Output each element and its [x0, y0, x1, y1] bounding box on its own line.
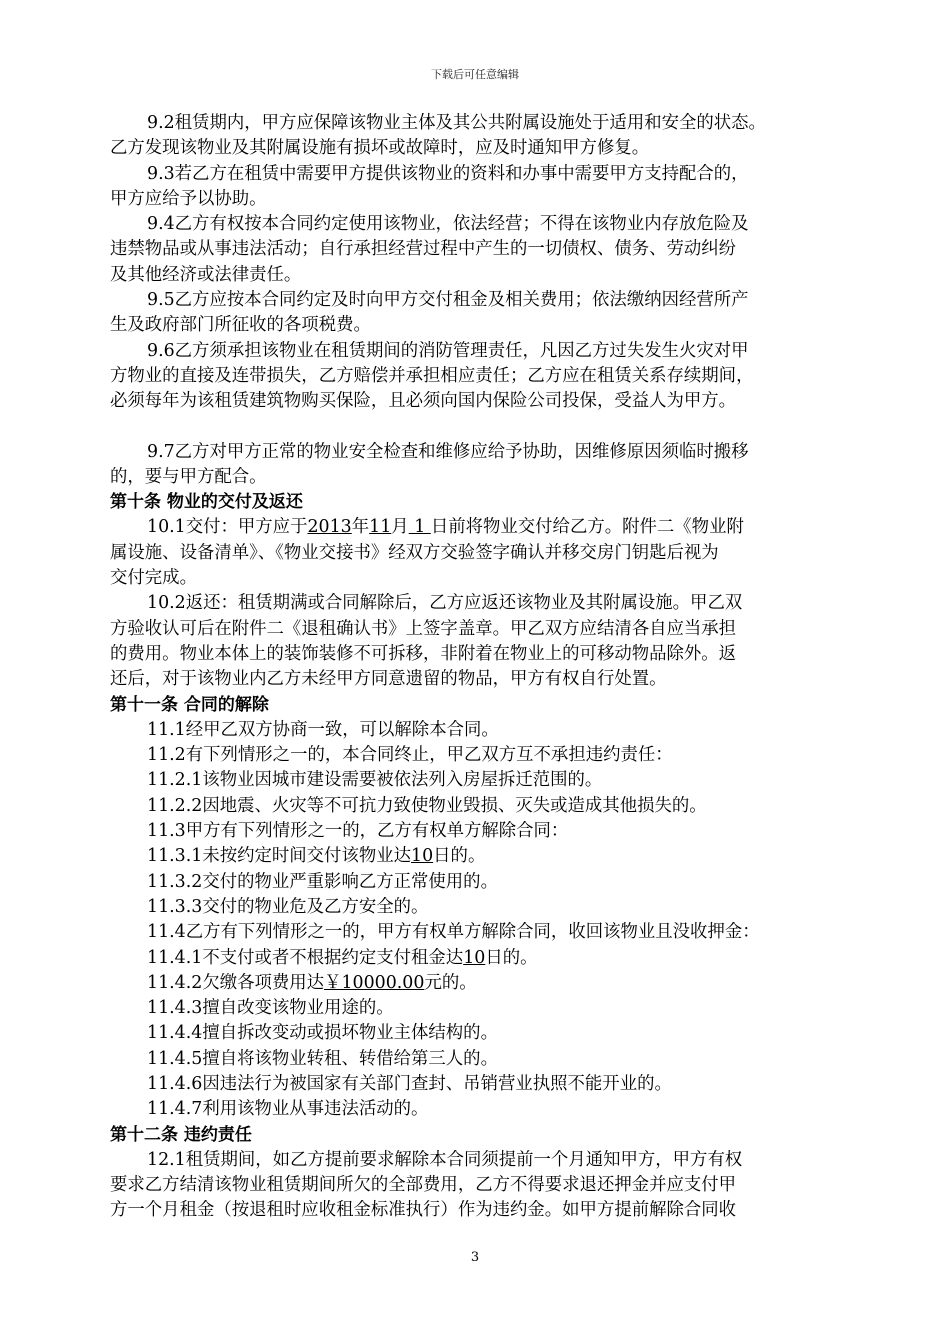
clause-10-2-line: 还后，对于该物业内乙方未经甲方同意遗留的物品，甲方有权自行处置。 — [110, 669, 667, 690]
delay-days: 10 — [411, 846, 434, 867]
clause-11-3-1-text: 11.3.1未按约定时间交付该物业达 — [147, 846, 412, 867]
page-header: 下载后可任意编辑 — [431, 68, 519, 81]
clause-9-5-line: 9.5乙方应按本合同约定及时向甲方交付租金及相关费用；依法缴纳因经营所产 — [147, 290, 749, 311]
clause-11-3-3: 11.3.3交付的物业危及乙方安全的。 — [147, 896, 429, 917]
year-unit: 年 — [351, 517, 370, 538]
month-unit: 月 — [391, 517, 409, 538]
clause-11-2: 11.2有下列情形之一的，本合同终止，甲乙双方互不承担违约责任： — [147, 745, 673, 766]
clause-11-4-4: 11.4.4擅自拆改变动或损坏物业主体结构的。 — [147, 1023, 498, 1044]
clause-11-2-1: 11.2.1该物业因城市建设需要被依法列入房屋拆迁范围的。 — [147, 770, 603, 791]
clause-9-6-line: 9.6乙方须承担该物业在租赁期间的消防管理责任，凡因乙方过失发生火灾对甲 — [147, 340, 749, 361]
delivery-month: 11 — [369, 517, 392, 538]
clause-11-3: 11.3甲方有下列情形之一的，乙方有权单方解除合同： — [147, 821, 569, 842]
clause-11-4-6: 11.4.6因违法行为被国家有关部门查封、吊销营业执照不能开业的。 — [147, 1073, 672, 1094]
clause-10-2-line: 方验收认可后在附件二《退租确认书》上签字盖章。甲乙双方应结清各自应当承担 — [110, 618, 737, 639]
clause-9-4-line: 违禁物品或从事违法活动；自行承担经营过程中产生的一切债权、债务、劳动纠纷 — [110, 239, 737, 260]
clause-9-3-line: 9.3若乙方在租赁中需要甲方提供该物业的资料和办事中需要甲方支持配合的， — [147, 163, 749, 184]
clause-11-4-1-text: 11.4.1不支付或者不根据约定支付租金达 — [147, 947, 464, 968]
section-11-heading: 第十一条 合同的解除 — [110, 694, 269, 715]
delivery-day: 1 — [408, 517, 431, 538]
clause-11-4: 11.4乙方有下列情形之一的，甲方有权单方解除合同，收回该物业且没收押金： — [147, 922, 760, 943]
clause-12-1-line: 方一个月租金（按退租时应收租金标准执行）作为违约金。如甲方提前解除合同收 — [110, 1200, 737, 1221]
paragraph-gap — [110, 415, 855, 440]
clause-11-3-1 — [110, 844, 855, 869]
clause-9-3-line: 甲方应给予以协助。 — [110, 188, 267, 209]
section-10-heading: 第十条 物业的交付及返还 — [110, 492, 303, 513]
clause-9-4-line: 及其他经济或法律责任。 — [110, 264, 302, 285]
clause-9-4-line: 9.4乙方有权按本合同约定使用该物业，依法经营；不得在该物业内存放危险及 — [147, 214, 749, 235]
clause-10-1-text: 日前将物业交付给乙方。附件二《物业附 — [430, 517, 744, 538]
clause-11-1: 11.1经甲乙双方协商一致，可以解除本合同。 — [147, 719, 499, 740]
clause-9-6-line: 方物业的直接及连带损失，乙方赔偿并承担相应责任；乙方应在租赁关系存续期间， — [110, 365, 754, 386]
clause-11-4-2-text: 11.4.2欠缴各项费用达 — [147, 972, 325, 993]
clause-12-1-line: 要求乙方结清该物业租赁期间所欠的全部费用，乙方不得要求退还押金并应支付甲 — [110, 1175, 737, 1196]
clause-12-1-line: 12.1租赁期间，如乙方提前要求解除本合同须提前一个月通知甲方，甲方有权 — [147, 1149, 743, 1170]
clause-9-7-line: 的，要与甲方配合。 — [110, 466, 267, 487]
delivery-year: 2013 — [307, 517, 352, 538]
clause-10-1-line — [110, 515, 855, 540]
clause-11-3-2: 11.3.2交付的物业严重影响乙方正常使用的。 — [147, 871, 498, 892]
clause-10-2-line: 10.2返还：租赁期满或合同解除后，乙方应返还该物业及其附属设施。甲乙双 — [147, 593, 743, 614]
clause-11-4-3: 11.4.3擅自改变该物业用途的。 — [147, 998, 394, 1019]
clause-9-7-line: 9.7乙方对甲方正常的物业安全检查和维修应给予协助，因维修原因须临时搬移 — [147, 441, 749, 462]
clause-11-3-1-suffix: 日的。 — [433, 846, 486, 867]
clause-11-4-2-suffix: 元的。 — [424, 972, 477, 993]
clause-9-2-line: 乙方发现该物业及其附属设施有损坏或故障时，应及时通知甲方修复。 — [110, 138, 650, 159]
clause-10-1-line: 交付完成。 — [110, 568, 197, 589]
arrears-amount: ￥10000.00 — [324, 972, 425, 993]
clause-9-6-line: 必须每年为该租赁建筑物购买保险，且必须向国内保险公司投保，受益人为甲方。 — [110, 391, 737, 412]
document-body — [110, 111, 855, 1224]
clause-10-2-line: 的费用。物业本体上的装饰装修不可拆移，非附着在物业上的可移动物品除外。返 — [110, 643, 737, 664]
page-number: 3 — [470, 1250, 480, 1265]
rent-delay-days: 10 — [463, 947, 486, 968]
section-12-heading: 第十二条 违约责任 — [110, 1124, 252, 1145]
clause-11-4-2 — [110, 971, 855, 996]
clause-11-4-1-suffix: 日的。 — [485, 947, 538, 968]
clause-9-5-line: 生及政府部门所征收的各项税费。 — [110, 315, 371, 336]
clause-11-2-2: 11.2.2因地震、火灾等不可抗力致使物业毁损、灭失或造成其他损失的。 — [147, 795, 707, 816]
clause-11-4-5: 11.4.5擅自将该物业转租、转借给第三人的。 — [147, 1048, 498, 1069]
clause-11-4-1 — [110, 946, 855, 971]
clause-9-2-line: 9.2租赁期内，甲方应保障该物业主体及其公共附属设施处于适用和安全的状态。 — [147, 113, 766, 133]
clause-10-1-text: 10.1交付：甲方应于 — [147, 517, 308, 538]
clause-10-1-line: 属设施、设备清单》、《物业交接书》经双方交验签字确认并移交房门钥匙后视为 — [110, 542, 719, 563]
clause-11-4-7: 11.4.7利用该物业从事违法活动的。 — [147, 1099, 429, 1120]
